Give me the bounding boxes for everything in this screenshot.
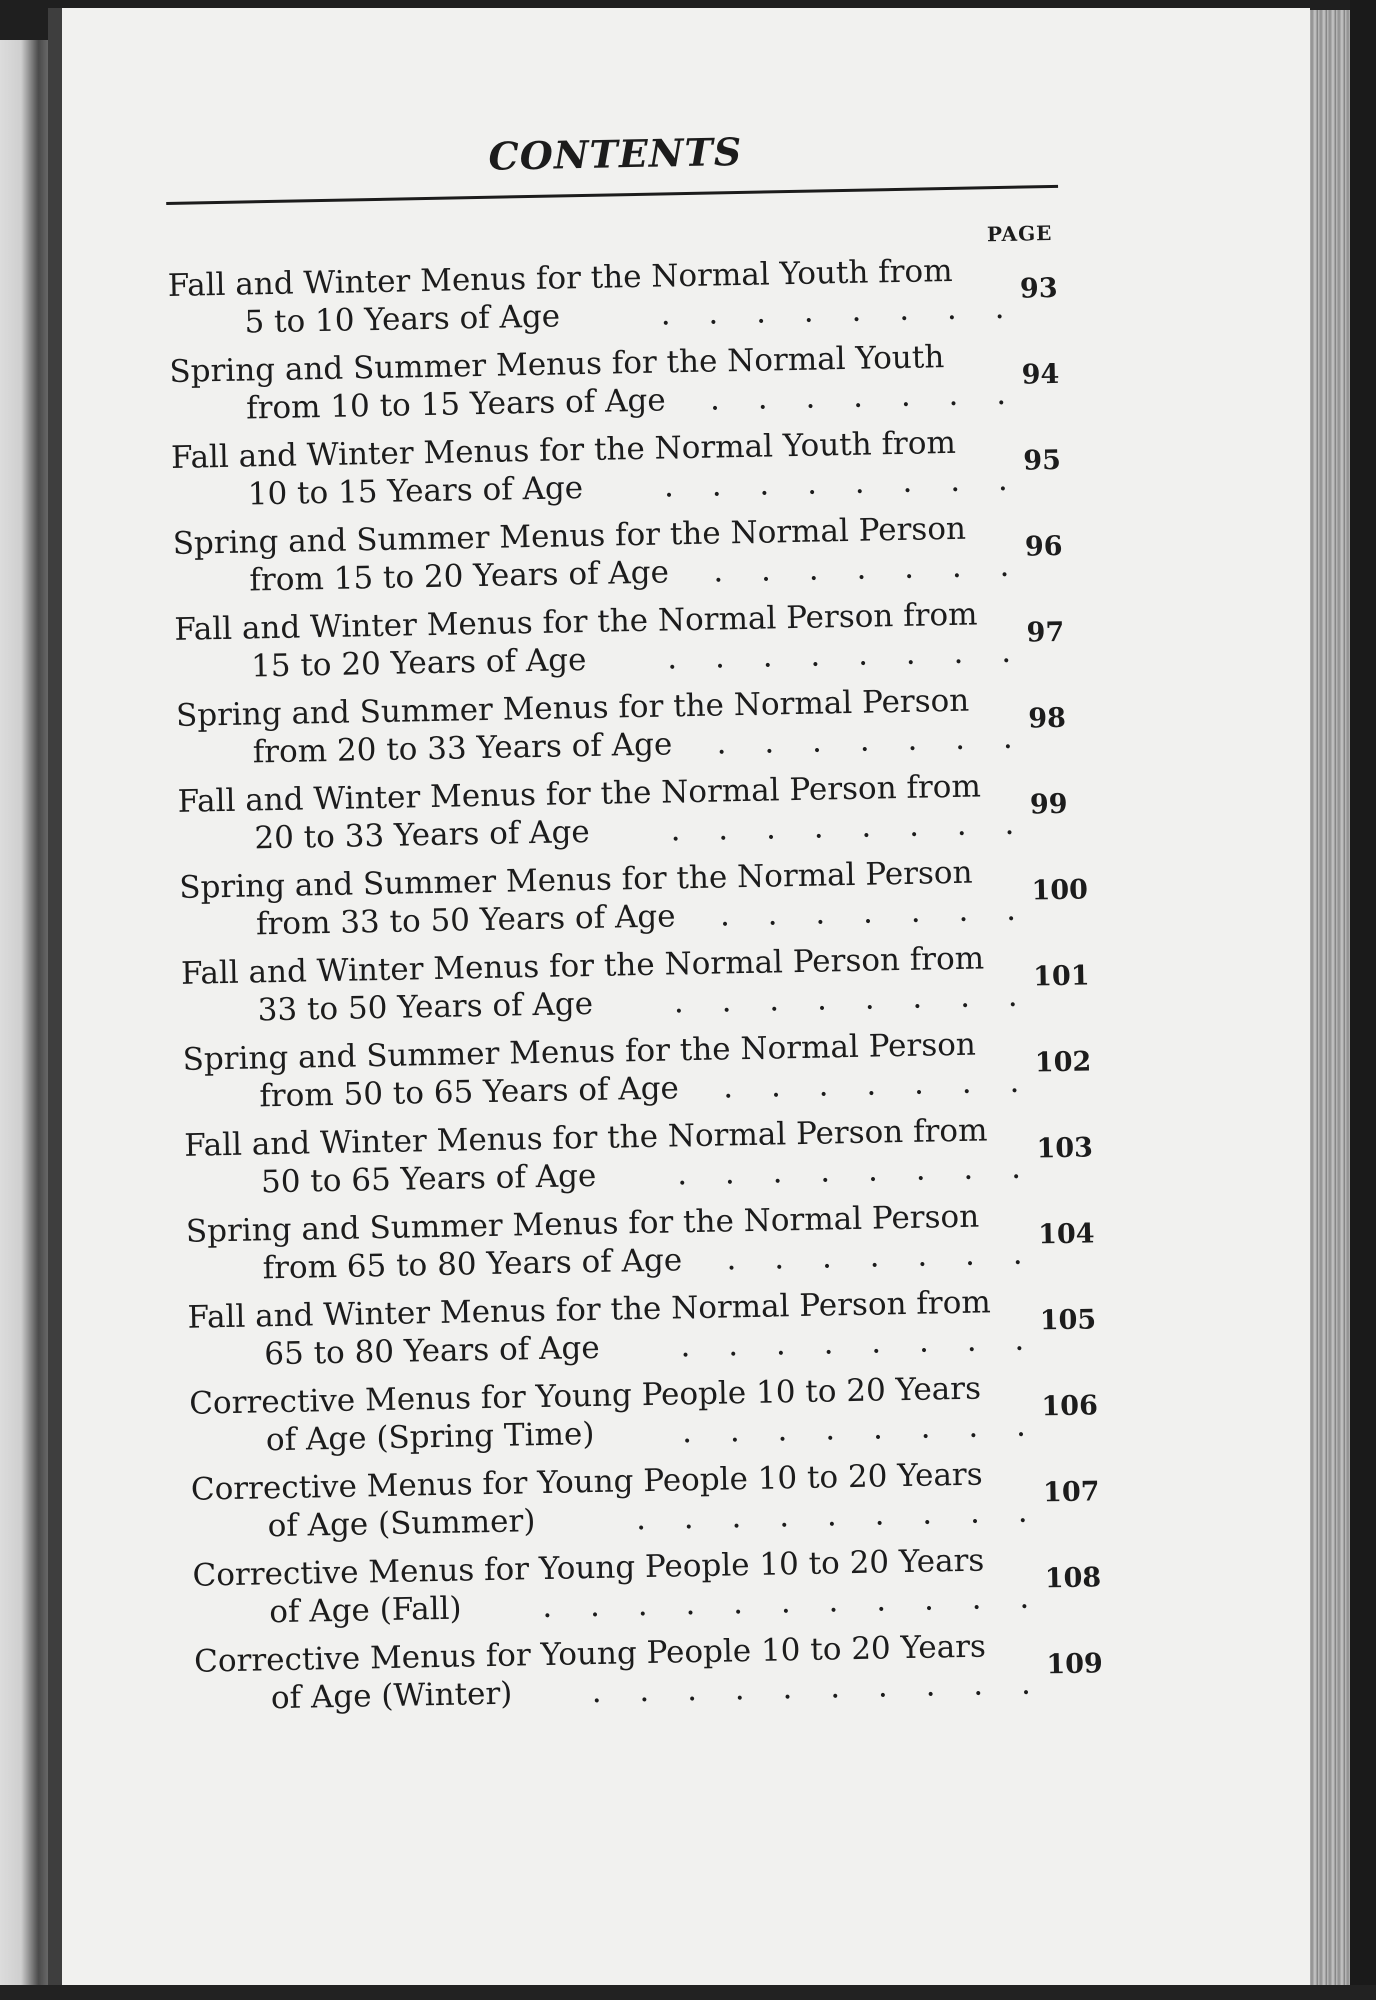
entry-title-line1: Spring and Summer Menus for the Normal Person — [172, 510, 967, 562]
leader-dots: . . . . . . . . . . . — [541, 1579, 1044, 1626]
entry-title-line2: of Age (Fall) — [268, 1590, 462, 1631]
page-column-header: PAGE — [986, 220, 1053, 247]
scan-border-bottom — [0, 1985, 1376, 2000]
entry-title-line1: Spring and Summer Menus for the Normal Person — [185, 1198, 980, 1250]
page-number: 99 — [1029, 788, 1068, 821]
scan-border-right — [1350, 0, 1376, 2000]
leader-dots: . . . . . . . . — [666, 633, 1026, 677]
leader-dots: . . . . . . . . — [680, 1321, 1039, 1365]
page-number: 98 — [1027, 702, 1067, 735]
entry-title-line1: Fall and Winter Menus for the Normal Person from — [174, 596, 978, 648]
leader-dots: . . . . . . . — [712, 547, 1024, 590]
entry-title-line1: Fall and Winter Menus for the Normal Person from — [180, 940, 985, 992]
page-number: 108 — [1044, 1562, 1102, 1595]
entry-title-line1: Spring and Summer Menus for the Normal Person — [179, 854, 973, 906]
page-number: 101 — [1032, 960, 1090, 993]
page-number: 93 — [1019, 272, 1058, 305]
leader-dots: . . . . . . . — [719, 891, 1031, 934]
page-title: CONTENTS — [488, 128, 743, 179]
page-number: 106 — [1041, 1390, 1099, 1423]
entry-title-line2: 50 to 65 Years of Age — [260, 1157, 597, 1201]
leader-dots: . . . . . . . . — [676, 1149, 1036, 1193]
leader-dots: . . . . . . . — [722, 1063, 1034, 1106]
entry-title-line2: 15 to 20 Years of Age — [250, 642, 587, 685]
page-number: 103 — [1036, 1132, 1094, 1165]
entry-title-line1: Fall and Winter Menus for the Normal Person from — [177, 768, 982, 820]
entry-title-line2: from 50 to 65 Years of Age — [259, 1070, 680, 1115]
entry-title-line2: from 10 to 15 Years of Age — [245, 382, 666, 427]
entry-title-line2: from 20 to 33 Years of Age — [252, 726, 673, 771]
leader-dots: . . . . . . . — [726, 1235, 1037, 1278]
entry-title-line1: Corrective Menus for Young People 10 to 20 Years — [190, 1456, 983, 1508]
leader-dots: . . . . . . . . — [663, 461, 1023, 505]
page-number: 94 — [1021, 358, 1060, 391]
page-number: 102 — [1034, 1046, 1092, 1079]
entry-title-line2: 10 to 15 Years of Age — [247, 470, 584, 513]
entry-title-line2: 20 to 33 Years of Age — [254, 813, 591, 857]
page-number: 105 — [1039, 1304, 1097, 1337]
page-number: 109 — [1046, 1648, 1104, 1681]
entry-title-line2: from 65 to 80 Years of Age — [262, 1242, 683, 1287]
page-number: 107 — [1042, 1476, 1100, 1509]
page-number: 104 — [1037, 1218, 1095, 1251]
entry-title-line1: Fall and Winter Menus for the Normal Person from — [183, 1112, 988, 1164]
entry-title-line1: Spring and Summer Menus for the Normal Person — [182, 1026, 977, 1078]
entry-title-line1: Corrective Menus for Young People 10 to 20 Years — [192, 1542, 985, 1594]
leader-dots: . . . . . . . . . — [635, 1493, 1042, 1538]
toc-list — [167, 250, 1155, 1730]
entry-title-line2: from 15 to 20 Years of Age — [249, 554, 670, 599]
page-number: 96 — [1024, 530, 1063, 563]
entry-title-line1: Fall and Winter Menus for the Normal Person from — [187, 1284, 992, 1336]
entry-title-line1: Fall and Winter Menus for the Normal Youth from — [170, 424, 957, 476]
leader-dots: . . . . . . . . — [681, 1407, 1041, 1451]
leader-dots: . . . . . . . . . . — [591, 1665, 1046, 1711]
page-number: 100 — [1031, 874, 1089, 907]
leader-dots: . . . . . . . . — [673, 977, 1032, 1021]
entry-title-line1: Spring and Summer Menus for the Normal Person — [175, 682, 970, 734]
page-number: 97 — [1026, 616, 1065, 649]
entry-title-line2: 33 to 50 Years of Age — [257, 985, 594, 1029]
entry-title-line1: Spring and Summer Menus for the Normal Youth — [169, 339, 945, 390]
entry-title-line2: of Age (Winter) — [270, 1675, 513, 1717]
entry-title-line2: 5 to 10 Years of Age — [244, 298, 561, 341]
page-number: 95 — [1023, 444, 1062, 477]
entry-title-line1: Fall and Winter Menus for the Normal Youth from — [167, 252, 953, 304]
entry-title-line2: of Age (Spring Time) — [265, 1415, 595, 1459]
entry-title-line2: from 33 to 50 Years of Age — [255, 898, 676, 943]
entry-title-line1: Corrective Menus for Young People 10 to 20 Years — [193, 1628, 987, 1680]
entry-title-line2: of Age (Summer) — [267, 1503, 536, 1545]
entry-title-line1: Corrective Menus for Young People 10 to 20 Years — [188, 1370, 982, 1422]
leader-dots: . . . . . . . . — [660, 289, 1019, 333]
leader-dots: . . . . . . . . — [670, 805, 1029, 849]
entry-title-line2: 65 to 80 Years of Age — [263, 1329, 600, 1373]
toc-entry[interactable] — [194, 1625, 1155, 1729]
leader-dots: . . . . . . . — [716, 719, 1027, 762]
leader-dots: . . . . . . . — [709, 375, 1021, 418]
